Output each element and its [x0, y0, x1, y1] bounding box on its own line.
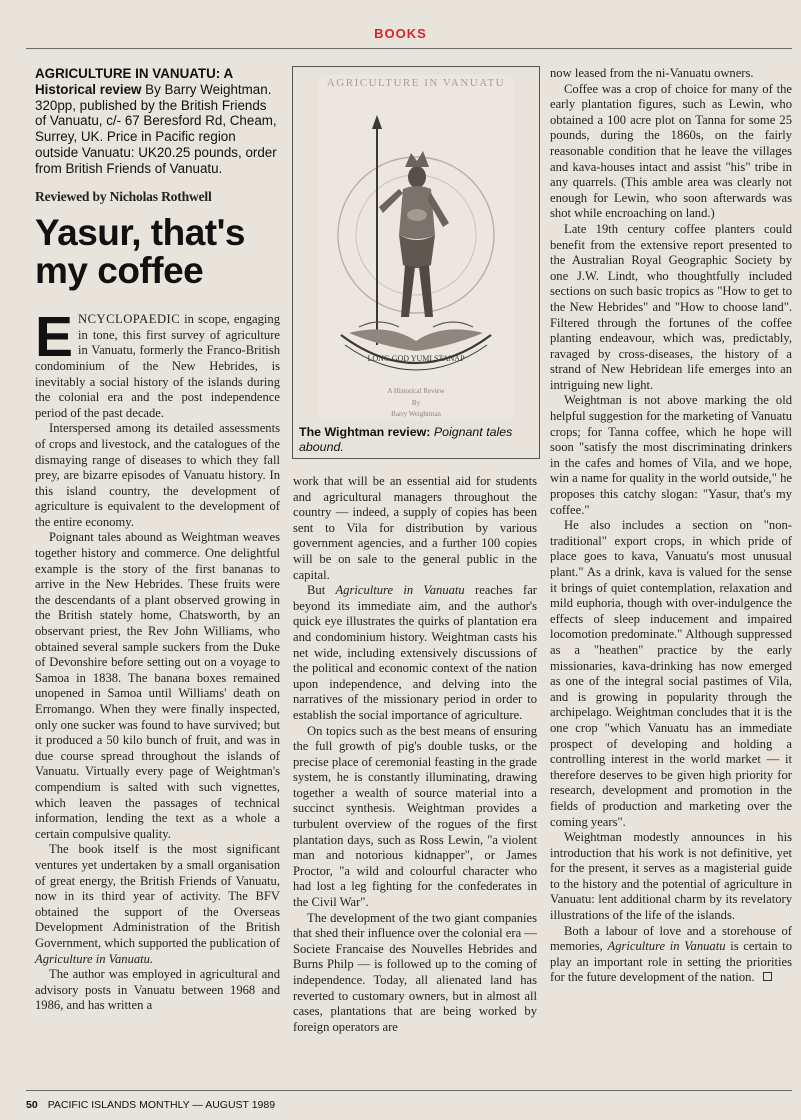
- paragraph-text: Both a labour of love and a storehouse of memories,: [550, 923, 792, 954]
- body-paragraph: [35, 842, 280, 967]
- body-paragraph: The author was employed in agricultural and advisory posts in Vanuatu between 1968 and 1986, and has written a: [35, 967, 280, 1013]
- figure-caption: [299, 425, 535, 454]
- cover-author: Barry Weightman: [391, 410, 441, 418]
- body-paragraph: Late 19th century coffee planters could benefit from the extensive report presented to the Australian Royal Geographic Society by one J.W. Lindt, who thoughtfully included sections on such basic tropics as "How to get to the New Hebrides" and "How to choose land". Filtered through the fortunes of the coffee planting endeavour, which was, predictably, ravaged by cross-diseases, the history of a strand of New Hebridean life emerges into an intriguing new light.: [550, 221, 792, 392]
- body-paragraph: He also includes a section on "non-traditional" export crops, in which pride of place goes to kava, Vanuatu's most unusual plant." As a drink, kava is valued for the sense it brings of quiet contemplation, relaxation and mild euphoria, though with over-indulgence the effects of sleep inducement and impaired locomotion predominate." Although suppressed as a "heathen" practice by the early missionaries, kava-drinking has now emerged as one of the integral social pastimes of Vila, and is growing in popularity through the archipelago. Weightman concludes that it is the one crop "which Vanuatu has an immediate prospect of developing and holding a controlling interest in the world market — it therefore deserves to be given high priority for research, development and promotion in the fields of production and marketing over the coming years".: [550, 518, 792, 829]
- book-cover: [319, 75, 513, 420]
- column-2: [293, 474, 537, 1035]
- end-mark-icon: [763, 972, 772, 981]
- section-tag: BOOKS: [374, 26, 427, 41]
- cover-title: AGRICULTURE IN VANUATU: [326, 77, 506, 89]
- bottom-rule: [26, 1090, 792, 1091]
- body-paragraph: now leased from the ni-Vanuatu owners.: [550, 66, 754, 80]
- body-paragraph: Weightman modestly announces in his introduction that his work is not definitive, yet for the present, it serves as a magisterial guide to the history and the potential of agriculture in Vanuatu: lent additional charm by its revelatory illustrations of the life of the islands.: [550, 830, 792, 923]
- body-paragraph: [550, 924, 792, 986]
- body-paragraph: Coffee was a crop of choice for many of the early plantation figures, such as Lewin, who obtained a 100 acre plot on Tanna for some 25 pounds, during the 1860s, on the fairly reasonable condition that he leave the villages and kava-houses intact and assist "his" tribe in any quarrels. (This amble area was clearly not enough for Lewin, who soon afterwards was shot while encroaching on land.): [550, 81, 792, 221]
- paragraph-text: But: [307, 583, 336, 598]
- vanuatu-emblem-illustration: [319, 95, 513, 375]
- byline: Reviewed by Nicholas Rothwell: [35, 188, 212, 204]
- column-3: [550, 66, 792, 986]
- caption-lead: The Wightman review:: [299, 425, 431, 439]
- top-rule: [26, 48, 792, 49]
- cover-subtitle: A Historical Review: [387, 387, 445, 395]
- paragraph-text: reaches far beyond its immediate aim, and the author's quick eye illustrates the quirks of plantation era and condominium history. Weightman casts his net wide, including extensively discussions of the political and economic context of the nation upon independence, and delving into the narratives of the missionary period in order to establish the social importance of agriculture.: [293, 583, 537, 722]
- drop-cap: E: [35, 305, 74, 370]
- book-title-italic: Agriculture in Vanuatu: [335, 583, 465, 598]
- book-title-italic: Agriculture in Vanuatu: [607, 939, 726, 954]
- cover-by: By: [411, 399, 421, 407]
- column-1: [35, 66, 280, 1014]
- lead-text: in scope, engaging in tone, this first survey of agriculture in Vanuatu, formerly the Franco-British condominium of the New Hebrides, is inevitably a social history of the islands during the colonial era and the post independence period of the past decade.: [35, 312, 280, 420]
- publication-name: PACIFIC ISLANDS MONTHLY — AUGUST 1989: [47, 1099, 276, 1111]
- body-paragraph: Interspersed among its detailed assessments of crops and livestock, and the catalogues of the dismaying range of diseases to which they fall prey, are bizarre episodes of Vanuatu history. In this island country, the development of agriculture is equivalent to the development of the entire economy.: [35, 421, 280, 529]
- body-paragraph: The development of the two giant companies that shed their influence over the colonial era — Societe Francaise des Nouvelles Hebrides and Burns Philp — is followed up to the coming of independence. Today, all alienated land has reverted to customary owners, but in almost all cases, plantations that are being worked by foreign operators are: [293, 910, 537, 1034]
- paragraph-text: The book itself is the most significant ventures yet undertaken by a small organisation of great energy, the British Friends of Vanuatu, now in its third year of activity. The BFV obtained the support of the Overseas Development Administration of the British Government, which supported the publication of: [35, 842, 280, 950]
- paragraph-text: is certain to play an important role in setting the priorities for the future development of the nation.: [550, 939, 793, 985]
- body-paragraph: Weightman is not above marking the old helpful suggestion for the marketing of Vanuatu crops; for Tanna coffee, which he hope will soon "satisfy the most discriminating drinkers in the cafes and homes of Vila, and we hope, win a name for quality in the world outside," he proposes this catchy slogan: "Yasur, that's my coffee.": [550, 393, 792, 517]
- body-paragraph: On topics such as the best means of ensuring the full growth of pig's double tusks, or the precise place of ceremonial feasting in the grade system, he is constantly illuminating, drawing together a wealth of source material into a succinct synthesis. Weightman provides a turbulent overview of the rogues of the first plantation days, such as Ross Lewin, "a violent man and notorious kidnapper", or James Proctor, "a wild and colourful character who had lost a leg fighting for the confederates in the Civil War".: [293, 723, 537, 910]
- book-title-italic: Agriculture in Vanuatu.: [35, 951, 154, 966]
- caption-text: Poignant tales abound.: [299, 425, 513, 454]
- headline: Yasur, that's my coffee: [35, 212, 246, 292]
- page-footer: [26, 1099, 275, 1111]
- body-paragraph: Poignant tales abound as Weightman weaves together history and commerce. One delightful example is the story of the first bananas to arrive in the New Hebrides. These fruits were the descendants of a plant observed growing in the British stately home, Chatsworth, by an observant priest, the Rev John Williams, who obtained several sample suckers from the Duke of Devonshire before setting out on a voyage to Samoa in 1838. The banana boxes remained unopened in Samoa until Williams' death on Erromango. When they were finally inspected, only one sucker was found to have survived; but it produced a 50 kilo bunch of fruit, and was in due course spread throughout the islands of Vanuatu. Virtually every page of Weightman's compendium is salted with such vignettes, which leaven the passages of technical information, lending the text as a whole a certain compulsive quality.: [35, 530, 280, 841]
- body-paragraph: work that will be an essential aid for students and agricultural managers throughout the country — indeed, a supply of copies has been sent to Vila for distribution by various government agencies, and a further 100 copies will be on sale to the general public in the capital.: [293, 474, 537, 582]
- book-publication-details: By Barry Weightman. 320pp, published by the British Friends of Vanuatu, c/- 67 Beresford Rd, Cheam, Surrey, UK. Price in Pacific region outside Vanuatu: UK20.25 pounds, order from British Friends of Vanuatu.: [35, 81, 277, 176]
- body-paragraph: [293, 583, 537, 723]
- book-details: [35, 66, 280, 177]
- page-number: 50: [26, 1099, 38, 1111]
- lead-paragraph: [35, 305, 280, 421]
- book-cover-figure: [292, 66, 540, 459]
- emblem-motto: LONG GOD YUMI STANAP: [367, 354, 465, 363]
- book-title: AGRICULTURE IN VANUATU: A Historical review: [35, 66, 233, 97]
- lead-caps: NCYCLOPAEDIC: [78, 312, 181, 327]
